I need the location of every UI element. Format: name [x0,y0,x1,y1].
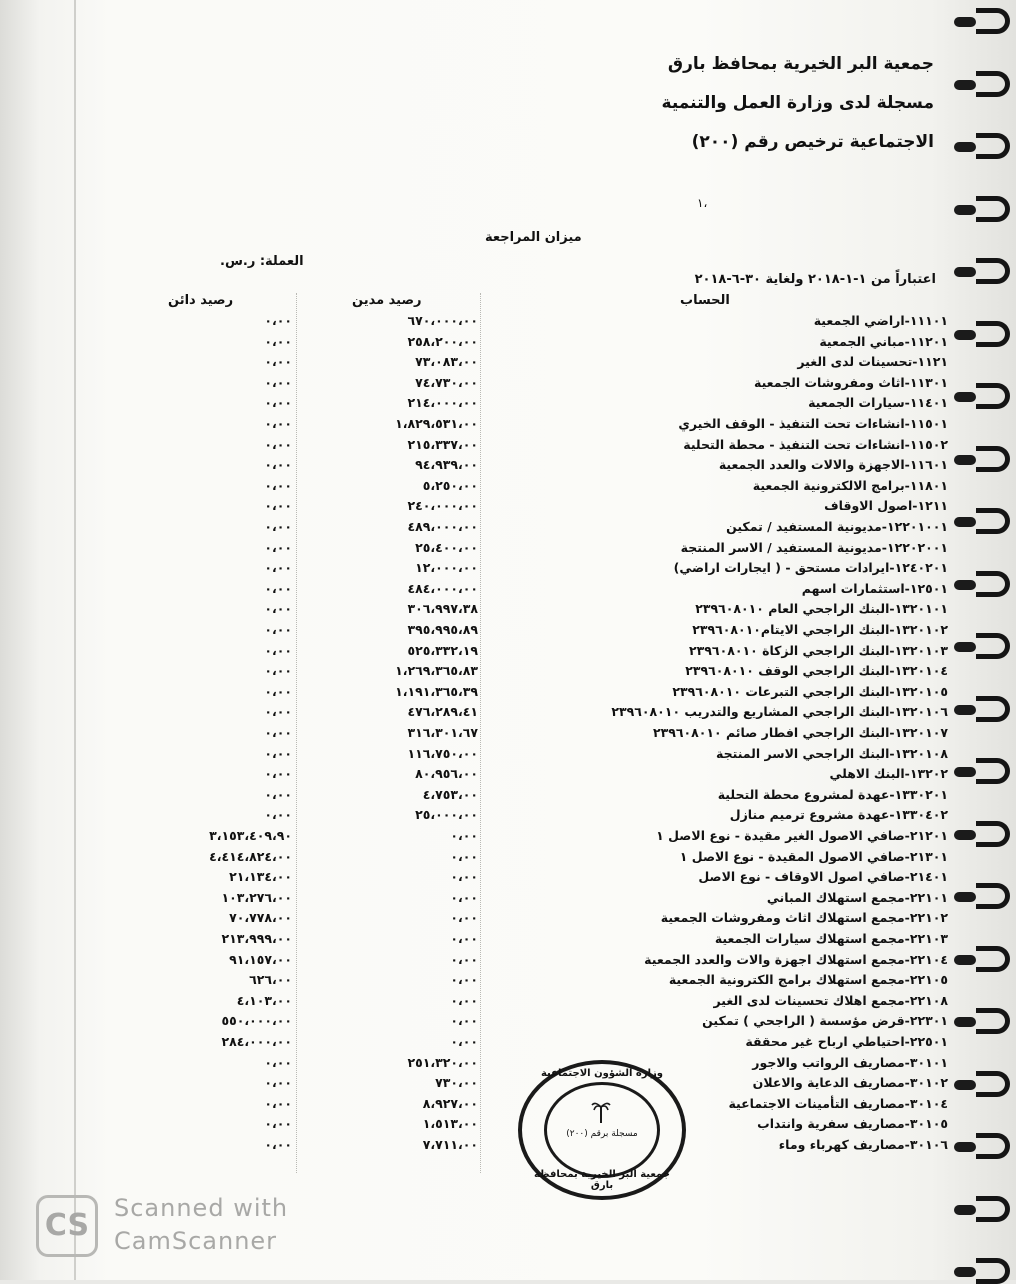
binding-coil [976,133,1010,159]
binding-coil [976,1196,1010,1222]
debit-cell: ١٢،٠٠٠،٠٠ [415,560,478,576]
table-row [0,972,1016,993]
account-cell: ١١٥٠١-انشاءات تحت التنفيذ - الوقف الخيري [678,416,948,431]
debit-cell: ١،٨٢٩،٥٣١،٠٠ [395,416,478,431]
table-row [0,1034,1016,1055]
credit-cell: ٠،٠٠ [264,457,292,473]
debit-cell: ٠،٠٠ [450,889,478,905]
account-cell: ٣٠١٠٦-مصاريف كهرباء وماء [778,1137,948,1152]
debit-cell: ٦٧٠،٠٠٠،٠٠ [407,313,478,328]
table-row [0,334,1016,355]
table-row [0,622,1016,643]
debit-cell: ٢٥١،٣٢٠،٠٠ [407,1054,478,1070]
debit-cell: ٠،٠٠ [450,992,478,1008]
debit-cell: ٠،٠٠ [450,951,478,967]
table-row [0,1013,1016,1034]
credit-cell: ٠،٠٠ [264,1137,292,1152]
account-cell: ٢٢١٠٤-مجمع استهلاك اجهزة والات والعدد الجمعية [644,951,948,967]
credit-cell: ٦٢٦،٠٠ [249,972,292,988]
account-cell: ٣٠١٠٥-مصاريف سفرية وانتداب [757,1116,948,1132]
table-row [0,725,1016,746]
table-row [0,437,1016,458]
official-stamp [518,1060,686,1200]
table-row [0,910,1016,931]
debit-cell: ٠،٠٠ [450,1034,478,1049]
debit-cell: ٣١٦،٣٠١،٦٧ [407,725,478,740]
account-cell: ٢٢١٠١-مجمع استهلاك المباني [766,889,948,905]
account-cell: ١٣٢٠١٠٨-البنك الراجحي الاسر المنتجة [716,745,948,761]
account-cell: ٣٠١٠٤-مصاريف التأمينات الاجتماعية [728,1095,948,1111]
account-cell: ٢١٣٠١-صافي الاصول المقيدة - نوع الاصل ١ [679,848,948,864]
credit-cell: ٩١،١٥٧،٠٠ [229,951,292,967]
table-row [0,952,1016,973]
debit-cell: ٧٣٠،٠٠ [435,1075,478,1091]
table-row [0,478,1016,499]
period-label: اعتباراً من ١-١-٢٠١٨ ولغاية ٣٠-٦-٢٠١٨ [694,272,936,287]
credit-cell: ٠،٠٠ [264,560,292,576]
debit-cell: ٢٤٠،٠٠٠،٠٠ [407,498,478,514]
registration-line: مسجلة لدى وزارة العمل والتنمية [661,93,934,113]
account-cell: ١٣٢٠١٠٤-البنك الراجحي الوقف ٢٣٩٦٠٨٠١٠ [685,663,948,679]
debit-cell: ٨٠،٩٥٦،٠٠ [415,766,478,782]
credit-cell: ٠،٠٠ [264,725,292,740]
credit-cell: ٠،٠٠ [264,436,292,452]
table-row [0,746,1016,767]
debit-cell: ٩٤،٩٣٩،٠٠ [415,457,478,473]
table-row [0,1075,1016,1096]
account-cell: ١٣٢٠١٠١-البنك الراجحي العام ٢٣٩٦٠٨٠١٠ [695,601,948,617]
table-row [0,581,1016,602]
credit-cell: ٠،٠٠ [264,704,292,720]
letterhead [662,45,934,162]
binding-coil [976,196,1010,222]
credit-cell: ٠،٠٠ [264,1116,292,1132]
account-cell: ١٢٤٠٢٠١-ايرادات مستحق - ( ايجارات اراضي) [673,560,948,576]
debit-cell: ١،٢٦٩،٣٦٥،٨٣ [395,663,478,679]
currency-label: العملة: ر.س. [220,254,304,269]
account-cell: ٢٢١٠٥-مجمع استهلاك برامج الكترونية الجمعية [668,972,948,988]
debit-cell: ٠،٠٠ [450,972,478,988]
credit-cell: ٠،٠٠ [264,374,292,390]
account-cell: ٣٠١٠١-مصاريف الرواتب والاجور [752,1054,948,1070]
debit-cell: ٢١٥،٣٣٧،٠٠ [407,436,478,452]
debit-cell: ٥٢٥،٣٣٢،١٩ [407,642,478,658]
debit-cell: ٣٠٦،٩٩٧،٣٨ [407,601,478,617]
account-cell: ١٢٢٠٢٠٠١-مديونية المستفيد / الاسر المنتجة [680,539,948,555]
credit-cell: ٢١٣،٩٩٩،٠٠ [221,931,292,946]
table-row [0,663,1016,684]
table-row [0,869,1016,890]
credit-cell: ٠،٠٠ [264,786,292,802]
debit-cell: ٢١٤،٠٠٠،٠٠ [407,395,478,411]
credit-cell: ٠،٠٠ [264,745,292,761]
table-row [0,354,1016,375]
credit-cell: ٠،٠٠ [264,580,292,596]
debit-cell: ٠،٠٠ [450,848,478,864]
palm-emblem-icon [591,1099,611,1125]
table-row [0,704,1016,725]
table-row [0,849,1016,870]
credit-cell: ٢٨٤،٠٠٠،٠٠ [221,1034,292,1049]
credit-cell: ٠،٠٠ [264,477,292,493]
debit-cell: ٠،٠٠ [450,931,478,946]
debit-cell: ٣٩٥،٩٩٥،٨٩ [407,622,478,637]
debit-cell: ٧٤،٧٣٠،٠٠ [415,374,478,390]
account-cell: ١٢٢٠١٠٠١-مديونية المستفيد / تمكين [726,519,948,534]
table-row [0,560,1016,581]
account-cell: ١١٥٠٢-انشاءات تحت التنفيذ - محطة التحلية [683,436,948,452]
account-cell: ١٣٢٠٢-البنك الاهلي [829,766,948,782]
debit-cell: ٥،٢٥٠،٠٠ [422,477,478,493]
table-row [0,766,1016,787]
report-title: ميزان المراجعة [485,230,582,245]
debit-cell: ٠،٠٠ [450,828,478,843]
org-name: جمعية البر الخيرية بمحافظ بارق [667,54,934,74]
account-cell: ٢٢١٠٨-مجمع اهلاك تحسينات لدى الغير [713,992,948,1008]
debit-column-header: رصيد مدين [352,293,422,308]
credit-cell: ٠،٠٠ [264,1075,292,1091]
credit-cell: ٠،٠٠ [264,1095,292,1111]
credit-cell: ٠،٠٠ [264,642,292,658]
account-cell: ١١٤٠١-سيارات الجمعية [808,395,948,411]
debit-cell: ٢٥،٠٠٠،٠٠ [415,807,478,823]
debit-cell: ٧،٧١١،٠٠ [422,1137,478,1152]
credit-cell: ٠،٠٠ [264,807,292,823]
debit-cell: ٢٥،٤٠٠،٠٠ [415,539,478,555]
table-row [0,931,1016,952]
credit-cell: ٢١،١٣٤،٠٠ [229,869,292,885]
credit-cell: ٠،٠٠ [264,498,292,514]
table-row [0,1116,1016,1137]
credit-cell: ٠،٠٠ [264,519,292,534]
table-row [0,993,1016,1014]
account-cell: ١١٢١-تحسينات لدى الغير [797,354,948,370]
account-cell: ١١٣٠١-اثاث ومفروشات الجمعية [754,374,948,390]
account-cell: ٢٢١٠٣-مجمع استهلاك سيارات الجمعية [714,931,948,946]
binding-coil [976,8,1010,34]
watermark-line-2: CamScanner [114,1227,278,1255]
debit-cell: ٨،٩٢٧،٠٠ [422,1095,478,1111]
binding-coil [976,1258,1010,1284]
credit-cell: ٠،٠٠ [264,313,292,328]
account-cell: ١٣٣٠٤٠٢-عهدة مشروع ترميم منازل [729,807,948,823]
account-cell: ١٣٢٠١٠٣-البنك الراجحي الزكاة ٢٣٩٦٠٨٠١٠ [689,642,948,658]
debit-cell: ٠،٠٠ [450,910,478,926]
credit-cell: ٠،٠٠ [264,601,292,617]
debit-cell: ٠،٠٠ [450,1013,478,1029]
binding-coil [976,258,1010,284]
account-cell: ١١٢٠١-مباني الجمعية [819,333,948,349]
account-cell: ١٢١١-اصول الاوقاف [824,498,948,514]
debit-cell: ٢٥٨،٢٠٠،٠٠ [407,333,478,349]
credit-cell: ١٠٣،٢٧٦،٠٠ [221,889,292,905]
account-cell: ١٣٢٠١٠٦-البنك الراجحي المشاريع والتدريب ٢٣٩٦٠٨٠١٠ [611,704,948,720]
account-cell: ١٣٣٠٢٠١-عهدة لمشروع محطة التحلية [717,786,948,802]
credit-cell: ٠،٠٠ [264,683,292,699]
table-row [0,457,1016,478]
account-cell: ١٣٢٠١٠٥-البنك الراجحي التبرعات ٢٣٩٦٠٨٠١٠ [672,683,948,699]
credit-cell: ٧٠،٧٧٨،٠٠ [229,910,292,926]
license-line: الاجتماعية ترخيص رقم (٢٠٠) [691,132,934,152]
credit-cell: ٠،٠٠ [264,416,292,431]
table-row [0,416,1016,437]
credit-cell: ٥٥٠،٠٠٠،٠٠ [221,1013,292,1029]
debit-cell: ٠،٠٠ [450,869,478,885]
stamp-middle-text: مسجلة برقم (٢٠٠) [566,1129,638,1139]
table-row [0,1055,1016,1076]
table-row [0,807,1016,828]
account-cell: ١٣٢٠١٠٢-البنك الراجحي الايتام٢٣٩٦٠٨٠١٠ [692,622,948,637]
debit-cell: ٤٨٩،٠٠٠،٠٠ [407,519,478,534]
stamp-top-text: وزارة الشؤون الاجتماعية [540,1068,663,1079]
credit-cell: ٠،٠٠ [264,354,292,370]
table-row [0,519,1016,540]
binding-coil [976,71,1010,97]
table-row [0,1137,1016,1158]
account-cell: ١١٦٠١-الاجهزة والالات والعدد الجمعية [718,457,948,473]
credit-cell: ٠،٠٠ [264,766,292,782]
account-cell: ٢١٤٠١-صافي اصول الاوقاف - نوع الاصل [698,869,948,885]
account-cell: ١١٨٠١-برامج الالكترونية الجمعية [752,477,948,493]
credit-cell: ٠،٠٠ [264,1054,292,1070]
account-cell: ٢٢٣٠١-قرض مؤسسة ( الراجحي ) تمكين [702,1013,948,1029]
debit-cell: ١١٦،٧٥٠،٠٠ [407,745,478,761]
debit-cell: ٤،٧٥٣،٠٠ [422,786,478,802]
credit-column-header: رصيد دائن [168,293,234,308]
table-row [0,375,1016,396]
credit-cell: ٠،٠٠ [264,539,292,555]
table-row [0,890,1016,911]
table-row [0,1096,1016,1117]
stamp-bottom-text: جمعية البر الخيرية بمحافظة بارق [534,1169,670,1191]
credit-cell: ٠،٠٠ [264,333,292,349]
table-row [0,540,1016,561]
debit-cell: ١،٥١٣،٠٠ [422,1116,478,1132]
camscanner-watermark [114,1192,288,1258]
credit-cell: ٠،٠٠ [264,395,292,411]
account-cell: ٢٢١٠٢-مجمع استهلاك اثاث ومفروشات الجمعية [660,910,948,926]
credit-cell: ٠،٠٠ [264,622,292,637]
debit-cell: ١،١٩١،٣٦٥،٣٩ [395,683,478,699]
table-row [0,684,1016,705]
table-row [0,643,1016,664]
account-cell: ١٣٢٠١٠٧-البنك الراجحي افطار صائم ٢٣٩٦٠٨٠١٠ [652,725,948,740]
credit-cell: ٣،١٥٣،٤٠٩،٩٠ [209,828,292,843]
credit-cell: ٤،٤١٤،٨٢٤،٠٠ [209,848,292,864]
table-row [0,828,1016,849]
account-cell: ١١١٠١-اراضي الجمعية [813,313,948,328]
account-column-header: الحساب [680,293,730,308]
account-cell: ٢١٢٠١-صافي الاصول الغير مقيدة - نوع الاصل ١ [656,828,948,843]
page-mark: ١، [697,196,708,210]
account-cell: ١٢٥٠١-استثمارات اسهم [801,580,948,596]
table-row [0,313,1016,334]
stamp-inner-ring [544,1082,660,1178]
credit-cell: ٤،١٠٣،٠٠ [236,992,292,1008]
account-cell: ٣٠١٠٢-مصاريف الدعاية والاعلان [752,1075,948,1091]
debit-cell: ٤٧٦،٢٨٩،٤١ [407,704,478,720]
account-cell: ٢٢٥٠١-احتياطي ارباح غير محققة [745,1034,948,1049]
table-row [0,395,1016,416]
debit-cell: ٤٨٤،٠٠٠،٠٠ [407,580,478,596]
table-row [0,498,1016,519]
camscanner-logo-icon: CS [36,1195,98,1257]
debit-cell: ٧٣،٠٨٣،٠٠ [415,354,478,370]
table-row [0,601,1016,622]
watermark-line-1: Scanned with [114,1194,289,1222]
credit-cell: ٠،٠٠ [264,663,292,679]
table-row [0,787,1016,808]
